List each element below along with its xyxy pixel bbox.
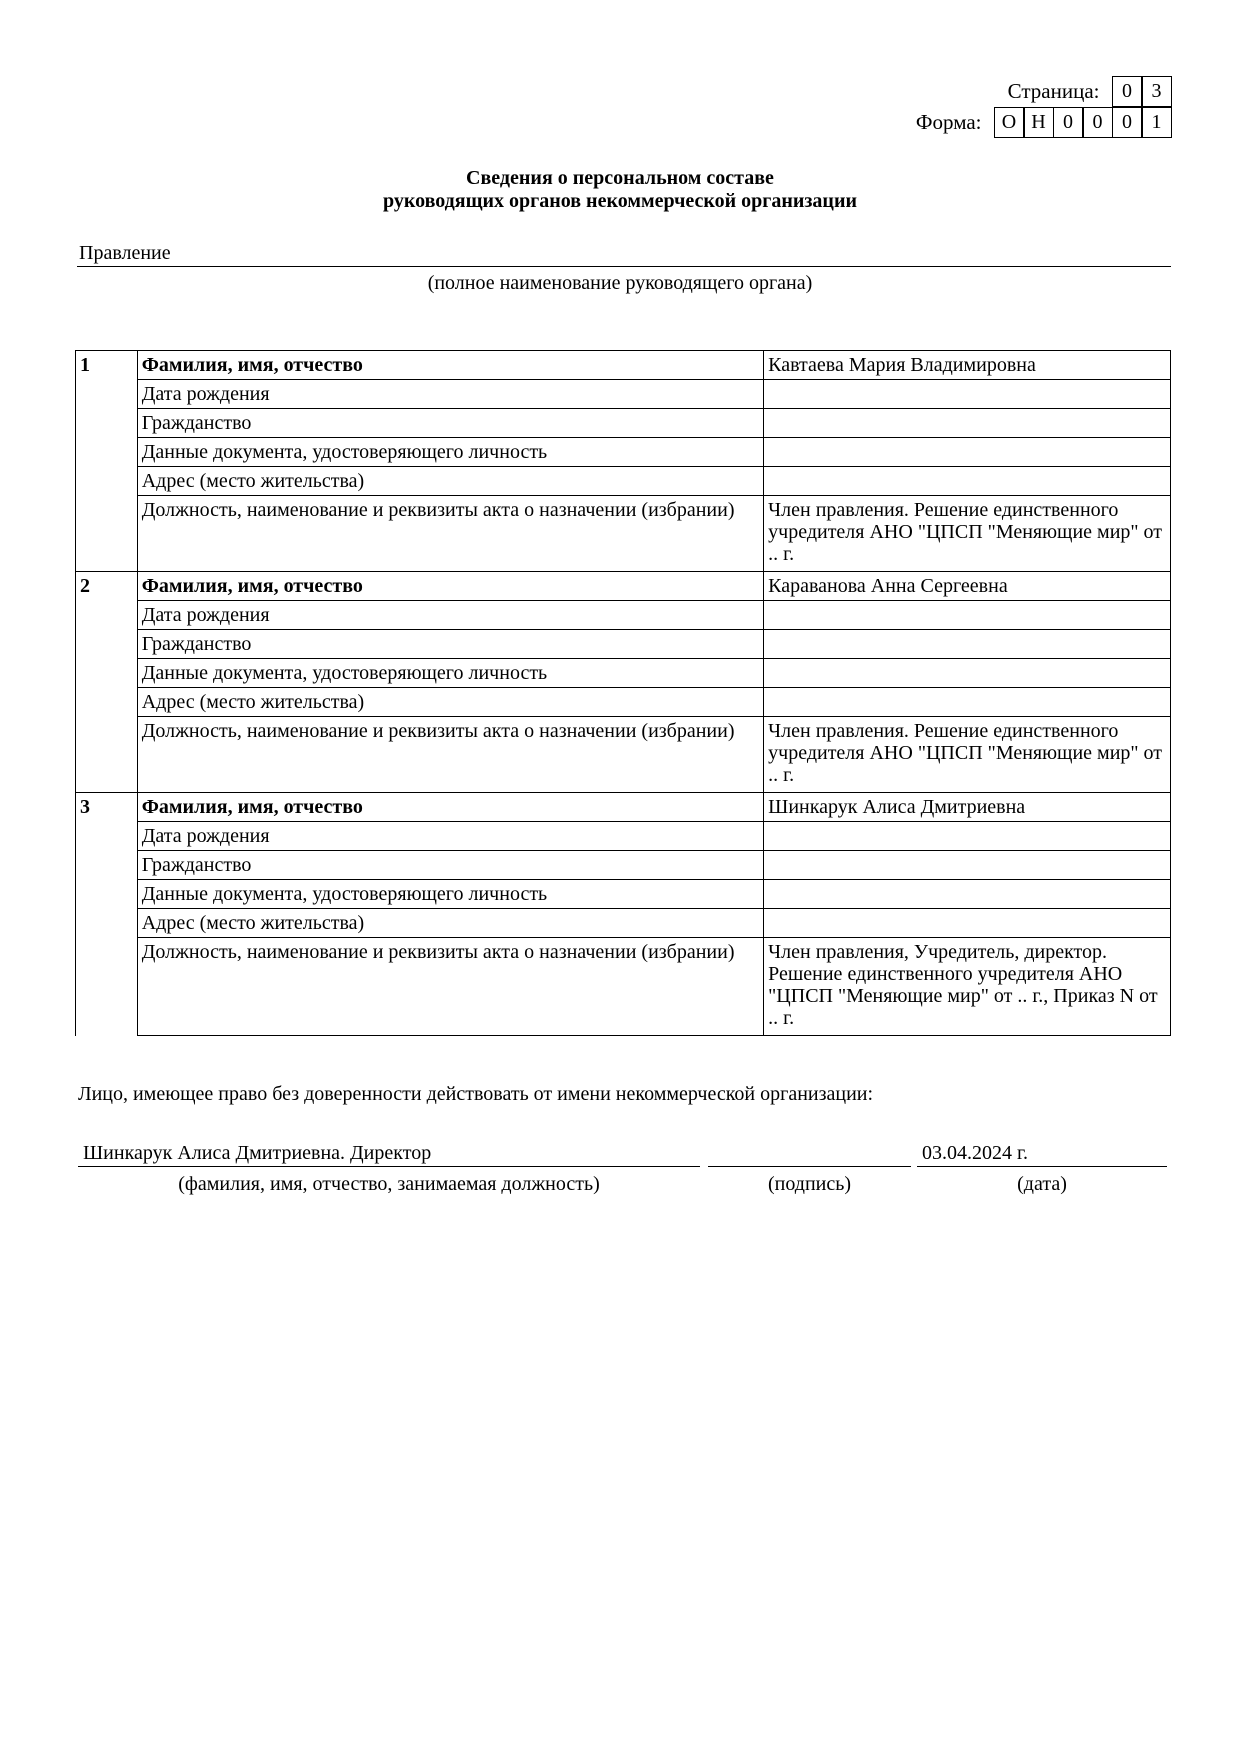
table-row — [76, 409, 1171, 438]
field-label: Данные документа, удостоверяющего личность — [137, 880, 763, 909]
table-row — [76, 909, 1171, 938]
person-number: 2 — [76, 572, 138, 793]
field-value — [764, 688, 1171, 717]
date-value: 03.04.2024 г. — [922, 1142, 1028, 1164]
governing-body-field — [77, 242, 1171, 267]
table-row — [76, 717, 1171, 793]
field-label: Дата рождения — [137, 380, 763, 409]
field-value — [764, 851, 1171, 880]
governing-body-caption: (полное наименование руководящего органа) — [427, 272, 813, 294]
table-row — [76, 496, 1171, 572]
signatory-name-value: Шинкарук Алиса Дмитриевна. Директор — [83, 1142, 432, 1164]
table-row — [76, 659, 1171, 688]
form-code-cell: 0 — [1053, 107, 1084, 138]
form-label: Форма: — [915, 110, 982, 134]
form-code-cell: 0 — [1082, 107, 1113, 138]
form-code-cell: Н — [1023, 107, 1054, 138]
field-label: Дата рождения — [137, 822, 763, 851]
field-value — [764, 409, 1171, 438]
field-value — [764, 601, 1171, 630]
field-label: Должность, наименование и реквизиты акта о назначении (избрании) — [137, 938, 763, 1036]
field-label: Гражданство — [137, 409, 763, 438]
field-value: Член правления, Учредитель, директор. Решение единственного учредителя АНО "ЦПСП "Меняющие мир" от .. г., Приказ N от .. г. — [764, 938, 1171, 1036]
field-label: Фамилия, имя, отчество — [137, 351, 763, 380]
form-code-cell: 0 — [1112, 107, 1143, 138]
field-value — [764, 880, 1171, 909]
field-value: Кавтаева Мария Владимировна — [764, 351, 1171, 380]
table-row — [76, 880, 1171, 909]
field-label: Данные документа, удостоверяющего личность — [137, 438, 763, 467]
field-label: Гражданство — [137, 630, 763, 659]
date-field — [917, 1142, 1167, 1167]
page-number-row — [1008, 76, 1172, 107]
table-row — [76, 688, 1171, 717]
page-label: Страница: — [1007, 79, 1100, 103]
table-row — [76, 572, 1171, 601]
field-value — [764, 909, 1171, 938]
authority-statement: Лицо, имеющее право без доверенности действовать от имени некоммерческой организации: — [78, 1083, 874, 1105]
field-label: Адрес (место жительства) — [137, 467, 763, 496]
page-number-cells — [1112, 76, 1173, 107]
signature-caption: (подпись) — [767, 1173, 852, 1195]
field-label: Должность, наименование и реквизиты акта о назначении (избрании) — [137, 496, 763, 572]
field-label: Адрес (место жительства) — [137, 688, 763, 717]
signatory-name-field — [78, 1142, 700, 1167]
signatory-name-caption: (фамилия, имя, отчество, занимаемая должность) — [178, 1173, 600, 1195]
person-number: 1 — [76, 351, 138, 572]
field-label: Должность, наименование и реквизиты акта о назначении (избрании) — [137, 717, 763, 793]
field-value: Член правления. Решение единственного учредителя АНО "ЦПСП "Меняющие мир" от .. г. — [764, 717, 1171, 793]
field-value — [764, 438, 1171, 467]
signature-field — [708, 1142, 911, 1167]
title-line-1: Сведения о персональном составе — [466, 167, 774, 189]
table-row — [76, 793, 1171, 822]
field-label: Фамилия, имя, отчество — [137, 572, 763, 601]
field-value — [764, 659, 1171, 688]
field-value: Караванова Анна Сергеевна — [764, 572, 1171, 601]
field-value — [764, 630, 1171, 659]
form-code-cells — [994, 107, 1173, 138]
table-row — [76, 630, 1171, 659]
table-row — [76, 438, 1171, 467]
field-value: Шинкарук Алиса Дмитриевна — [764, 793, 1171, 822]
title-line-2: руководящих органов некоммерческой организации — [382, 190, 858, 212]
field-value: Член правления. Решение единственного учредителя АНО "ЦПСП "Меняющие мир" от .. г. — [764, 496, 1171, 572]
field-value — [764, 380, 1171, 409]
form-code-cell: 1 — [1141, 107, 1172, 138]
table-row — [76, 851, 1171, 880]
document-title — [0, 167, 1240, 213]
field-label: Данные документа, удостоверяющего личность — [137, 659, 763, 688]
field-value — [764, 467, 1171, 496]
form-code-row — [916, 107, 1172, 138]
persons-table — [75, 350, 1171, 1036]
table-row — [76, 380, 1171, 409]
table-row — [76, 938, 1171, 1036]
person-number: 3 — [76, 793, 138, 1036]
page-digit-cell: 3 — [1141, 76, 1172, 107]
field-label: Гражданство — [137, 851, 763, 880]
field-label: Фамилия, имя, отчество — [137, 793, 763, 822]
field-value — [764, 822, 1171, 851]
date-caption: (дата) — [1017, 1173, 1067, 1195]
page-digit-cell: 0 — [1112, 76, 1143, 107]
table-row — [76, 822, 1171, 851]
governing-body-name: Правление — [79, 242, 171, 264]
field-label: Адрес (место жительства) — [137, 909, 763, 938]
table-row — [76, 351, 1171, 380]
form-code-cell: О — [994, 107, 1025, 138]
field-label: Дата рождения — [137, 601, 763, 630]
table-row — [76, 601, 1171, 630]
table-row — [76, 467, 1171, 496]
